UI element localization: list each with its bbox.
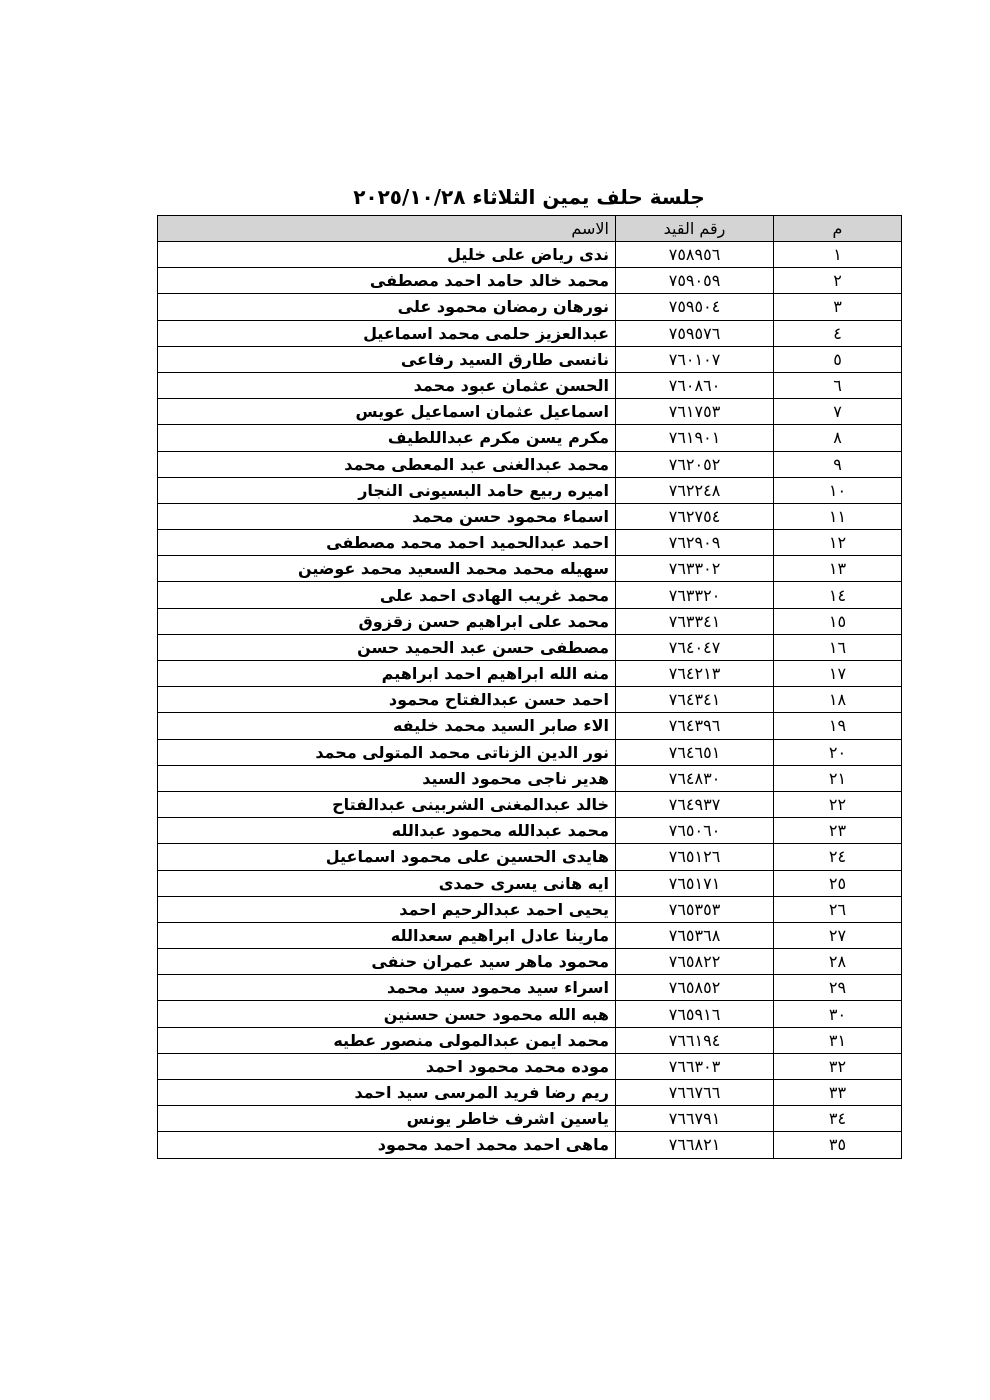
row-name: مكرم يسن مكرم عبداللطيف bbox=[158, 425, 616, 451]
table-row bbox=[158, 1027, 902, 1053]
row-name: موده محمد محمود احمد bbox=[158, 1053, 616, 1079]
row-name: احمد عبدالحميد احمد محمد مصطفى bbox=[158, 530, 616, 556]
row-registration: ٧٦٥٣٥٣ bbox=[616, 896, 774, 922]
row-registration: ٧٦٠١٠٧ bbox=[616, 346, 774, 372]
row-number: ٣٢ bbox=[774, 1053, 902, 1079]
row-name: هدير ناجى محمود السيد bbox=[158, 765, 616, 791]
table-row bbox=[158, 713, 902, 739]
row-registration: ٧٦٦٣٠٣ bbox=[616, 1053, 774, 1079]
row-name: احمد حسن عبدالفتاح محمود bbox=[158, 687, 616, 713]
row-number: ٢ bbox=[774, 268, 902, 294]
table-row bbox=[158, 1132, 902, 1158]
row-name: اسماعيل عثمان اسماعيل عويس bbox=[158, 399, 616, 425]
row-registration: ٧٦٣٣٠٢ bbox=[616, 556, 774, 582]
row-name: سهيله محمد محمد السعيد محمد عوضين bbox=[158, 556, 616, 582]
row-registration: ٧٦٤٩٣٧ bbox=[616, 791, 774, 817]
row-number: ١٠ bbox=[774, 477, 902, 503]
row-number: ٢١ bbox=[774, 765, 902, 791]
row-number: ٧ bbox=[774, 399, 902, 425]
row-name: محمود ماهر سيد عمران حنفى bbox=[158, 949, 616, 975]
row-name: اسراء سيد محمود سيد محمد bbox=[158, 975, 616, 1001]
header-registration: رقم القيد bbox=[616, 216, 774, 242]
row-registration: ٧٥٩٠٥٩ bbox=[616, 268, 774, 294]
header-number: م bbox=[774, 216, 902, 242]
row-registration: ٧٦٤٣٤١ bbox=[616, 687, 774, 713]
row-number: ١٥ bbox=[774, 608, 902, 634]
table-row bbox=[158, 818, 902, 844]
row-registration: ٧٦٤٦٥١ bbox=[616, 739, 774, 765]
table-row bbox=[158, 451, 902, 477]
row-number: ٤ bbox=[774, 320, 902, 346]
row-number: ٩ bbox=[774, 451, 902, 477]
row-name: محمد عبدالله محمود عبدالله bbox=[158, 818, 616, 844]
table-row bbox=[158, 765, 902, 791]
table-row bbox=[158, 896, 902, 922]
table-row bbox=[158, 503, 902, 529]
table-row bbox=[158, 556, 902, 582]
row-name: ياسين اشرف خاطر يونس bbox=[158, 1106, 616, 1132]
table-row bbox=[158, 477, 902, 503]
row-number: ٣٥ bbox=[774, 1132, 902, 1158]
row-registration: ٧٥٩٥٧٦ bbox=[616, 320, 774, 346]
table-row bbox=[158, 294, 902, 320]
row-registration: ٧٦٥٨٥٢ bbox=[616, 975, 774, 1001]
row-number: ٢٦ bbox=[774, 896, 902, 922]
row-number: ٣١ bbox=[774, 1027, 902, 1053]
table-row bbox=[158, 687, 902, 713]
row-number: ٢٤ bbox=[774, 844, 902, 870]
table-row bbox=[158, 1080, 902, 1106]
row-registration: ٧٦٥٣٦٨ bbox=[616, 922, 774, 948]
row-name: نانسى طارق السيد رفاعى bbox=[158, 346, 616, 372]
row-registration: ٧٦٥٩١٦ bbox=[616, 1001, 774, 1027]
row-number: ١١ bbox=[774, 503, 902, 529]
row-registration: ٧٦٥٨٢٢ bbox=[616, 949, 774, 975]
row-number: ٢٥ bbox=[774, 870, 902, 896]
row-name: نور الدين الزناتى محمد المتولى محمد bbox=[158, 739, 616, 765]
row-number: ١ bbox=[774, 242, 902, 268]
row-name: خالد عبدالمغنى الشربينى عبدالفتاح bbox=[158, 791, 616, 817]
row-number: ١٧ bbox=[774, 661, 902, 687]
row-name: محمد غريب الهادى احمد على bbox=[158, 582, 616, 608]
row-number: ٢٧ bbox=[774, 922, 902, 948]
row-name: ماهى احمد محمد احمد محمود bbox=[158, 1132, 616, 1158]
row-registration: ٧٦٤٠٤٧ bbox=[616, 634, 774, 660]
attendees-table bbox=[157, 215, 902, 1159]
row-registration: ٧٦٣٣٤١ bbox=[616, 608, 774, 634]
row-number: ١٦ bbox=[774, 634, 902, 660]
row-name: مصطفى حسن عبد الحميد حسن bbox=[158, 634, 616, 660]
row-name: يحيى احمد عبدالرحيم احمد bbox=[158, 896, 616, 922]
row-number: ٣٤ bbox=[774, 1106, 902, 1132]
table-row bbox=[158, 242, 902, 268]
table-row bbox=[158, 268, 902, 294]
row-registration: ٧٥٨٩٥٦ bbox=[616, 242, 774, 268]
row-registration: ٧٦٤٨٣٠ bbox=[616, 765, 774, 791]
table-row bbox=[158, 1053, 902, 1079]
row-registration: ٧٦٢٩٠٩ bbox=[616, 530, 774, 556]
table-row bbox=[158, 608, 902, 634]
row-name: اسماء محمود حسن محمد bbox=[158, 503, 616, 529]
row-name: محمد عبدالغنى عبد المعطى محمد bbox=[158, 451, 616, 477]
row-registration: ٧٦٥٠٦٠ bbox=[616, 818, 774, 844]
row-registration: ٧٦١٧٥٣ bbox=[616, 399, 774, 425]
row-name: محمد على ابراهيم حسن زقزوق bbox=[158, 608, 616, 634]
row-number: ٨ bbox=[774, 425, 902, 451]
row-number: ١٣ bbox=[774, 556, 902, 582]
row-registration: ٧٦٤٣٩٦ bbox=[616, 713, 774, 739]
row-registration: ٧٦٦١٩٤ bbox=[616, 1027, 774, 1053]
row-number: ٣ bbox=[774, 294, 902, 320]
row-number: ٢٣ bbox=[774, 818, 902, 844]
table-row bbox=[158, 661, 902, 687]
row-number: ٢٩ bbox=[774, 975, 902, 1001]
table-row bbox=[158, 399, 902, 425]
row-number: ٢٢ bbox=[774, 791, 902, 817]
row-name: ندى رياض على خليل bbox=[158, 242, 616, 268]
row-name: مارينا عادل ابراهيم سعدالله bbox=[158, 922, 616, 948]
row-registration: ٧٦٦٧٦٦ bbox=[616, 1080, 774, 1106]
row-registration: ٧٦٠٨٦٠ bbox=[616, 372, 774, 398]
row-registration: ٧٦٢٧٥٤ bbox=[616, 503, 774, 529]
table-row bbox=[158, 949, 902, 975]
row-registration: ٧٦٥١٢٦ bbox=[616, 844, 774, 870]
table-row bbox=[158, 582, 902, 608]
row-name: محمد خالد حامد احمد مصطفى bbox=[158, 268, 616, 294]
row-number: ٥ bbox=[774, 346, 902, 372]
table-body bbox=[158, 242, 902, 1159]
row-name: محمد ايمن عبدالمولى منصور عطيه bbox=[158, 1027, 616, 1053]
row-name: منه الله ابراهيم احمد ابراهيم bbox=[158, 661, 616, 687]
table-row bbox=[158, 320, 902, 346]
header-name: الاسم bbox=[158, 216, 616, 242]
table-header-row bbox=[158, 216, 902, 242]
document-title: جلسة حلف يمين الثلاثاء ٢٠٢٥/١٠/٢٨ bbox=[353, 185, 705, 209]
table-row bbox=[158, 346, 902, 372]
row-registration: ٧٦٦٧٩١ bbox=[616, 1106, 774, 1132]
row-number: ٣٣ bbox=[774, 1080, 902, 1106]
row-number: ٣٠ bbox=[774, 1001, 902, 1027]
row-number: ٦ bbox=[774, 372, 902, 398]
table-row bbox=[158, 372, 902, 398]
table-row bbox=[158, 530, 902, 556]
row-name: ايه هانى يسرى حمدى bbox=[158, 870, 616, 896]
table-row bbox=[158, 844, 902, 870]
row-name: الاء صابر السيد محمد خليفه bbox=[158, 713, 616, 739]
row-number: ١٢ bbox=[774, 530, 902, 556]
row-number: ١٤ bbox=[774, 582, 902, 608]
row-registration: ٧٦٦٨٢١ bbox=[616, 1132, 774, 1158]
row-name: الحسن عثمان عبود محمد bbox=[158, 372, 616, 398]
table-row bbox=[158, 425, 902, 451]
row-registration: ٧٥٩٥٠٤ bbox=[616, 294, 774, 320]
row-number: ١٨ bbox=[774, 687, 902, 713]
row-registration: ٧٦٣٣٢٠ bbox=[616, 582, 774, 608]
row-registration: ٧٦٢٢٤٨ bbox=[616, 477, 774, 503]
table-row bbox=[158, 922, 902, 948]
table-row bbox=[158, 739, 902, 765]
row-registration: ٧٦١٩٠١ bbox=[616, 425, 774, 451]
table-row bbox=[158, 975, 902, 1001]
row-name: نورهان رمضان محمود على bbox=[158, 294, 616, 320]
row-registration: ٧٦٢٠٥٢ bbox=[616, 451, 774, 477]
table-row bbox=[158, 1106, 902, 1132]
row-name: عبدالعزيز حلمى محمد اسماعيل bbox=[158, 320, 616, 346]
table-row bbox=[158, 634, 902, 660]
row-name: اميره ربيع حامد البسيونى النجار bbox=[158, 477, 616, 503]
row-number: ٢٨ bbox=[774, 949, 902, 975]
row-registration: ٧٦٤٢١٣ bbox=[616, 661, 774, 687]
row-registration: ٧٦٥١٧١ bbox=[616, 870, 774, 896]
row-number: ١٩ bbox=[774, 713, 902, 739]
table-row bbox=[158, 1001, 902, 1027]
table-row bbox=[158, 870, 902, 896]
row-number: ٢٠ bbox=[774, 739, 902, 765]
row-name: هبه الله محمود حسن حسنين bbox=[158, 1001, 616, 1027]
row-name: هايدى الحسين على محمود اسماعيل bbox=[158, 844, 616, 870]
table-row bbox=[158, 791, 902, 817]
row-name: ريم رضا فريد المرسى سيد احمد bbox=[158, 1080, 616, 1106]
